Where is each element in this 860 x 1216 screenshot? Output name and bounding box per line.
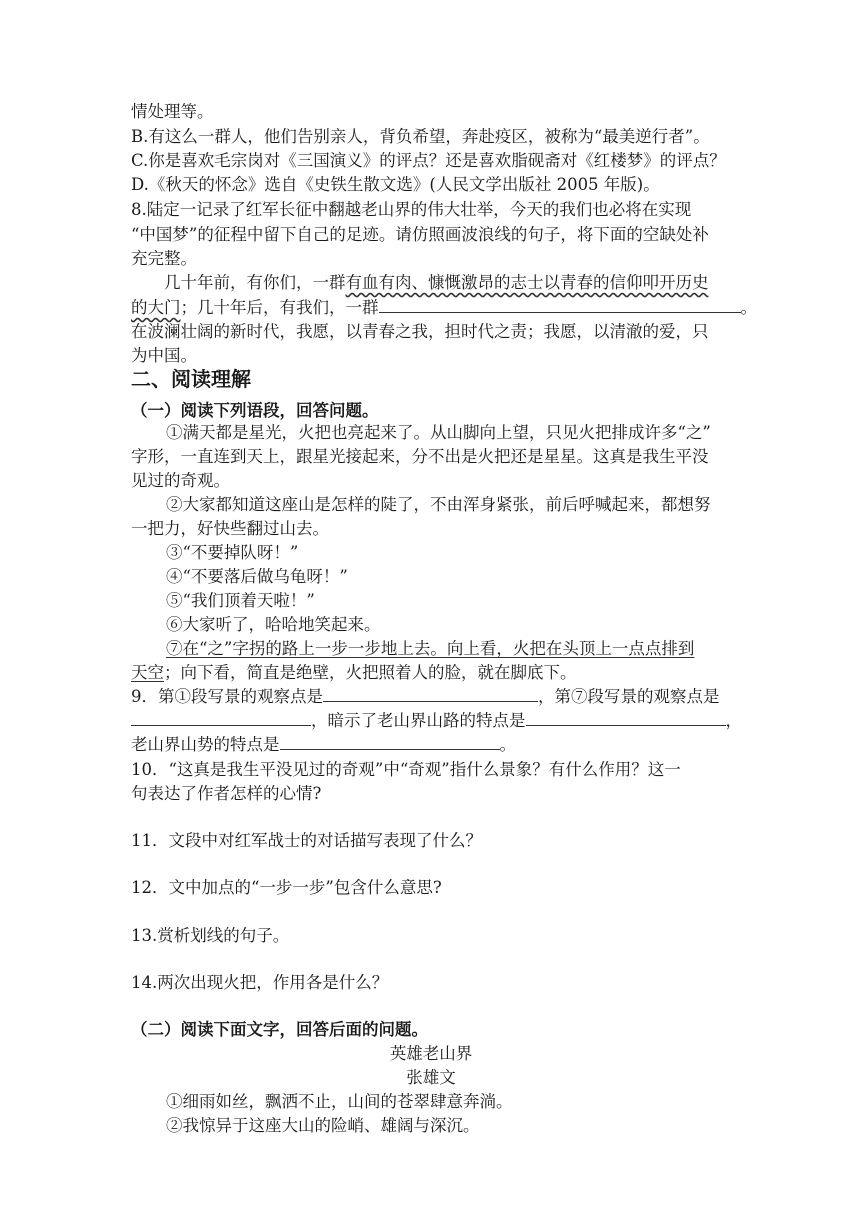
paragraph-2-line-2: 一把力，好快些翻过山去。 bbox=[131, 519, 329, 538]
paragraph-2: ②大家都知道这座山是怎样的陡了，不由浑身紧张，前后呼喊起来，都想努 bbox=[166, 495, 711, 514]
option-b: B.有这么一群人，他们告别亲人，背负希望，奔赴疫区，被称为“最美逆行者”。 bbox=[131, 127, 710, 146]
answer-blank[interactable] bbox=[323, 687, 538, 702]
q9-text-c: ，暗示了老山界山路的特点是 bbox=[311, 711, 526, 730]
question-13: 13.赏析划线的句子。 bbox=[131, 926, 290, 945]
paragraph-5: ⑤“我们顶着天啦！” bbox=[166, 591, 315, 610]
article-paragraph-1: ①细雨如丝，飘洒不止，山间的苍翠肆意奔淌。 bbox=[166, 1092, 513, 1111]
text-line: 在波澜壮阔的新时代，我愿，以青春之我，担时代之责；我愿，以清澈的爱，只 bbox=[131, 322, 709, 341]
model-sentence-start: 几十年前，有你们，一群 bbox=[164, 273, 346, 292]
question-12: 12．文中加点的“一步一步”包含什么意思? bbox=[131, 878, 442, 897]
option-d: D.《秋天的怀念》选自《史铁生散文选》(人民文学出版社 2005 年版)。 bbox=[131, 175, 660, 194]
option-c: C.你是喜欢毛宗岗对《三国演义》的评点？还是喜欢脂砚斋对《红楼梦》的评点？ bbox=[131, 151, 726, 170]
question-14: 14.两次出现火把，作用各是什么？ bbox=[131, 973, 389, 992]
answer-blank[interactable] bbox=[379, 298, 741, 313]
article-paragraph-2: ②我惊异于这座大山的险峭、雄阔与深沉。 bbox=[166, 1116, 480, 1135]
article-title: 英雄老山界 bbox=[389, 1044, 473, 1063]
fill-in-prefix: ；几十年后，有我们，一群 bbox=[180, 298, 379, 317]
question-9-line-2 bbox=[131, 711, 742, 731]
fill-in-line bbox=[131, 298, 757, 318]
paragraph-1-line-3: 见过的奇观。 bbox=[131, 471, 230, 490]
question-9-line-3 bbox=[131, 735, 516, 755]
part-2-heading: （二）阅读下面文字，回答后面的问题。 bbox=[131, 1020, 428, 1039]
question-11: 11．文段中对红军战士的对话描写表现了什么？ bbox=[131, 831, 482, 850]
part-1-heading: （一）阅读下列语段，回答问题。 bbox=[131, 401, 379, 420]
model-sentence bbox=[164, 273, 709, 293]
question-10-line-1: 10．“这真是我生平没见过的奇观”中“奇观”指什么景象？有什么作用？这一 bbox=[131, 760, 681, 779]
q9-text-b: ，第⑦段写景的观察点是 bbox=[538, 687, 720, 706]
text-line: 为中国。 bbox=[131, 346, 197, 365]
question-8-line-3: 充完整。 bbox=[131, 249, 197, 268]
answer-blank[interactable] bbox=[131, 711, 311, 726]
section-heading: 二、阅读理解 bbox=[131, 367, 251, 391]
paragraph-7-underlined: ⑦在“之”字拐的路上一步一步地上去。向上看，火把在头顶上一点点排到 bbox=[166, 639, 695, 658]
paragraph-7-rest: ；向下看，简直是绝壁，火把照着人的脸，就在脚底下。 bbox=[164, 663, 577, 682]
wavy-underlined-text: 有血有肉、慷慨激昂的志士以青春的信仰叩开历史 bbox=[345, 273, 709, 292]
q9-text-f: 。 bbox=[499, 735, 516, 754]
question-10-line-2: 句表达了作者怎样的心情? bbox=[131, 784, 322, 803]
underlined-text: 天空 bbox=[131, 663, 164, 682]
article-author: 张雄文 bbox=[406, 1068, 456, 1087]
paragraph-6: ⑥大家听了，哈哈地笑起来。 bbox=[166, 615, 381, 634]
question-9-line-1 bbox=[131, 687, 720, 707]
period: 。 bbox=[740, 298, 757, 317]
question-8-line-1: 8.陆定一记录了红军长征中翻越老山界的伟大壮举，今天的我们也必将在实现 bbox=[131, 200, 692, 219]
q9-text-d: ， bbox=[725, 711, 742, 730]
wavy-underlined-text-end: 的大门 bbox=[131, 298, 181, 317]
paragraph-4: ④“不要落后做乌龟呀！” bbox=[166, 567, 348, 586]
paragraph-3: ③“不要掉队呀！” bbox=[166, 543, 299, 562]
question-8-line-2: “中国梦”的征程中留下自己的足迹。请仿照画波浪线的句子，将下面的空缺处补 bbox=[131, 225, 709, 244]
q9-text-a: 9．第①段写景的观察点是 bbox=[131, 687, 323, 706]
paragraph-1: ①满天都是星光，火把也亮起来了。从山脚向上望，只见火把排成许多“之” bbox=[166, 423, 711, 442]
q9-text-e: 老山界山势的特点是 bbox=[131, 735, 280, 754]
text-line: 情处理等。 bbox=[131, 102, 214, 121]
answer-blank[interactable] bbox=[280, 735, 500, 750]
paragraph-1-line-2: 字形，一直连到天上，跟星光接起来，分不出是火把还是星星。这真是我生平没 bbox=[131, 447, 709, 466]
answer-blank[interactable] bbox=[526, 711, 726, 726]
paragraph-7-line-2 bbox=[131, 663, 577, 683]
